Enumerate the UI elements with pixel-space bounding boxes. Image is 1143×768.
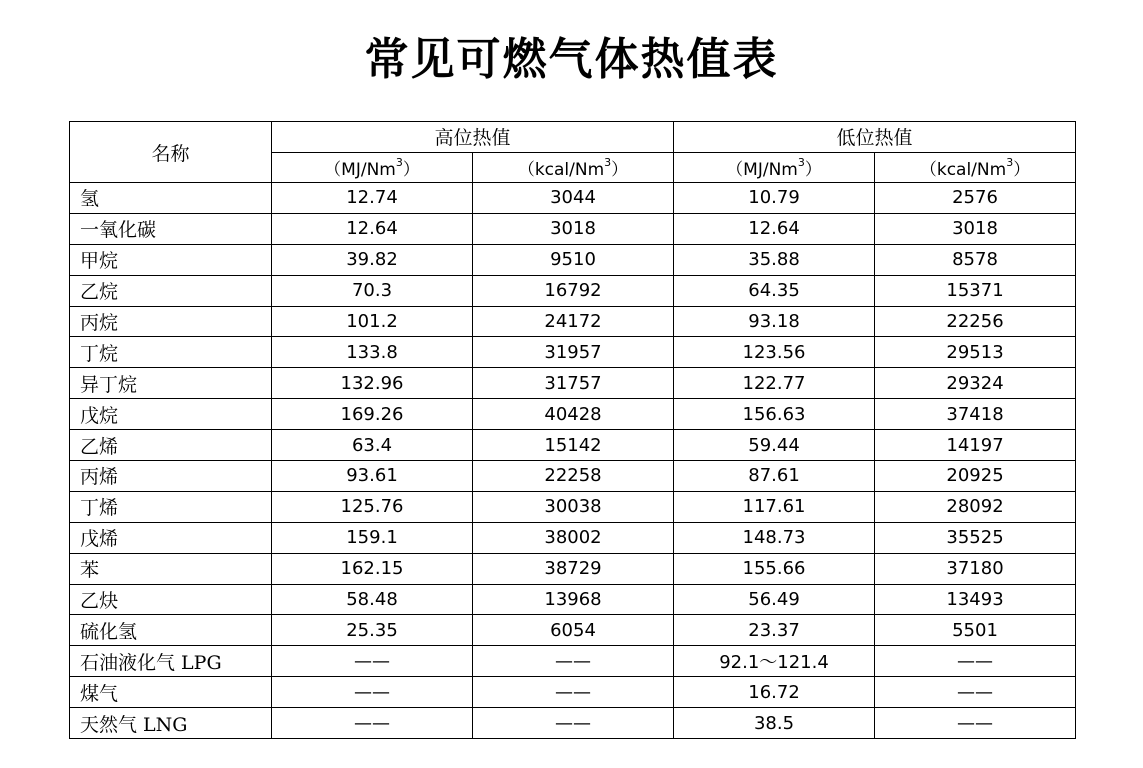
value-cell: 16.72 bbox=[674, 677, 875, 708]
value-cell: 125.76 bbox=[272, 491, 473, 522]
table-row bbox=[70, 275, 1076, 306]
value-cell: 15371 bbox=[875, 275, 1076, 306]
unit-text: （MJ/Nm bbox=[726, 159, 798, 180]
gas-name-cell: 煤气 bbox=[70, 677, 272, 708]
value-cell: 22258 bbox=[473, 461, 674, 492]
value-cell: 93.18 bbox=[674, 306, 875, 337]
value-cell: 29513 bbox=[875, 337, 1076, 368]
value-cell: —— bbox=[473, 677, 674, 708]
gas-name-cell: 戊烷 bbox=[70, 399, 272, 430]
unit-text: ） bbox=[804, 159, 822, 180]
unit-text: ） bbox=[402, 159, 420, 180]
value-cell: 12.64 bbox=[272, 213, 473, 244]
value-cell: 3018 bbox=[875, 213, 1076, 244]
gas-name-cell: 丙烯 bbox=[70, 461, 272, 492]
value-cell: 148.73 bbox=[674, 522, 875, 553]
value-cell: 2576 bbox=[875, 183, 1076, 214]
value-cell: 31757 bbox=[473, 368, 674, 399]
value-cell: 13968 bbox=[473, 584, 674, 615]
gas-name-cell: 异丁烷 bbox=[70, 368, 272, 399]
value-cell: 39.82 bbox=[272, 244, 473, 275]
value-cell: 20925 bbox=[875, 461, 1076, 492]
gas-name-cell: 苯 bbox=[70, 553, 272, 584]
value-cell: 9510 bbox=[473, 244, 674, 275]
value-cell: 38.5 bbox=[674, 708, 875, 739]
table-row bbox=[70, 615, 1076, 646]
table-row bbox=[70, 337, 1076, 368]
value-cell: —— bbox=[473, 708, 674, 739]
table-row bbox=[70, 522, 1076, 553]
value-cell: 31957 bbox=[473, 337, 674, 368]
value-cell: 30038 bbox=[473, 491, 674, 522]
value-cell: —— bbox=[875, 646, 1076, 677]
value-cell: 123.56 bbox=[674, 337, 875, 368]
value-cell: 37418 bbox=[875, 399, 1076, 430]
value-cell: 5501 bbox=[875, 615, 1076, 646]
unit-header bbox=[674, 152, 875, 183]
value-cell: —— bbox=[272, 708, 473, 739]
gas-name-cell: 甲烷 bbox=[70, 244, 272, 275]
value-cell: 8578 bbox=[875, 244, 1076, 275]
table-row bbox=[70, 646, 1076, 677]
value-cell: 101.2 bbox=[272, 306, 473, 337]
value-cell: 117.61 bbox=[674, 491, 875, 522]
value-cell: 3018 bbox=[473, 213, 674, 244]
table-row bbox=[70, 399, 1076, 430]
value-cell: 38002 bbox=[473, 522, 674, 553]
value-cell: 6054 bbox=[473, 615, 674, 646]
gas-name-cell: 乙烯 bbox=[70, 430, 272, 461]
value-cell: 10.79 bbox=[674, 183, 875, 214]
value-cell: 156.63 bbox=[674, 399, 875, 430]
heat-value-table bbox=[69, 121, 1076, 739]
value-cell: —— bbox=[875, 677, 1076, 708]
higher-heating-value-header: 高位热值 bbox=[272, 122, 674, 153]
value-cell: 28092 bbox=[875, 491, 1076, 522]
value-cell: 169.26 bbox=[272, 399, 473, 430]
table-row bbox=[70, 368, 1076, 399]
value-cell: 12.64 bbox=[674, 213, 875, 244]
gas-name-cell: 丙烷 bbox=[70, 306, 272, 337]
gas-name-cell: 石油液化气 LPG bbox=[70, 646, 272, 677]
table-row bbox=[70, 244, 1076, 275]
value-cell: 63.4 bbox=[272, 430, 473, 461]
value-cell: 25.35 bbox=[272, 615, 473, 646]
value-cell: 13493 bbox=[875, 584, 1076, 615]
unit-header bbox=[875, 152, 1076, 183]
value-cell: 29324 bbox=[875, 368, 1076, 399]
unit-superscript: 3 bbox=[604, 156, 612, 170]
unit-text: ） bbox=[611, 159, 629, 180]
gas-name-cell: 乙炔 bbox=[70, 584, 272, 615]
table-row bbox=[70, 306, 1076, 337]
gas-name-cell: 丁烯 bbox=[70, 491, 272, 522]
value-cell: 64.35 bbox=[674, 275, 875, 306]
value-cell: 3044 bbox=[473, 183, 674, 214]
table-row bbox=[70, 183, 1076, 214]
gas-name-cell: 天然气 LNG bbox=[70, 708, 272, 739]
gas-name-cell: 硫化氢 bbox=[70, 615, 272, 646]
value-cell: 24172 bbox=[473, 306, 674, 337]
value-cell: 58.48 bbox=[272, 584, 473, 615]
value-cell: 59.44 bbox=[674, 430, 875, 461]
table-row bbox=[70, 430, 1076, 461]
table-body bbox=[70, 183, 1076, 739]
value-cell: 133.8 bbox=[272, 337, 473, 368]
value-cell: 35525 bbox=[875, 522, 1076, 553]
value-cell: —— bbox=[272, 677, 473, 708]
value-cell: 93.61 bbox=[272, 461, 473, 492]
page-title: 常见可燃气体热值表 bbox=[364, 34, 779, 85]
value-cell: 38729 bbox=[473, 553, 674, 584]
gas-name-cell: 丁烷 bbox=[70, 337, 272, 368]
table-row bbox=[70, 491, 1076, 522]
unit-header bbox=[473, 152, 674, 183]
value-cell: 70.3 bbox=[272, 275, 473, 306]
value-cell: 14197 bbox=[875, 430, 1076, 461]
value-cell: 15142 bbox=[473, 430, 674, 461]
unit-superscript: 3 bbox=[797, 156, 805, 170]
value-cell: 40428 bbox=[473, 399, 674, 430]
value-cell: 35.88 bbox=[674, 244, 875, 275]
table-row bbox=[70, 708, 1076, 739]
table-row bbox=[70, 553, 1076, 584]
value-cell: 162.15 bbox=[272, 553, 473, 584]
value-cell: 12.74 bbox=[272, 183, 473, 214]
gas-name-cell: 乙烷 bbox=[70, 275, 272, 306]
value-cell: 132.96 bbox=[272, 368, 473, 399]
value-cell: 155.66 bbox=[674, 553, 875, 584]
value-cell: 22256 bbox=[875, 306, 1076, 337]
value-cell: 159.1 bbox=[272, 522, 473, 553]
header-row-groups bbox=[70, 122, 1076, 153]
unit-text: （MJ/Nm bbox=[324, 159, 396, 180]
value-cell: —— bbox=[473, 646, 674, 677]
value-cell: 92.1～121.4 bbox=[674, 646, 875, 677]
unit-text: （kcal/Nm bbox=[517, 159, 605, 180]
table-row bbox=[70, 461, 1076, 492]
table-row bbox=[70, 213, 1076, 244]
value-cell: 37180 bbox=[875, 553, 1076, 584]
unit-superscript: 3 bbox=[395, 156, 403, 170]
unit-superscript: 3 bbox=[1006, 156, 1014, 170]
unit-text: ） bbox=[1013, 159, 1031, 180]
gas-name-cell: 一氧化碳 bbox=[70, 213, 272, 244]
table-row bbox=[70, 584, 1076, 615]
table-row bbox=[70, 677, 1076, 708]
gas-name-cell: 氢 bbox=[70, 183, 272, 214]
value-cell: 56.49 bbox=[674, 584, 875, 615]
unit-text: （kcal/Nm bbox=[919, 159, 1007, 180]
gas-name-cell: 戊烯 bbox=[70, 522, 272, 553]
table-header bbox=[70, 122, 1076, 183]
value-cell: —— bbox=[875, 708, 1076, 739]
value-cell: 87.61 bbox=[674, 461, 875, 492]
unit-header bbox=[272, 152, 473, 183]
value-cell: 23.37 bbox=[674, 615, 875, 646]
value-cell: —— bbox=[272, 646, 473, 677]
lower-heating-value-header: 低位热值 bbox=[674, 122, 1076, 153]
value-cell: 16792 bbox=[473, 275, 674, 306]
value-cell: 122.77 bbox=[674, 368, 875, 399]
name-column-header: 名称 bbox=[70, 122, 272, 183]
